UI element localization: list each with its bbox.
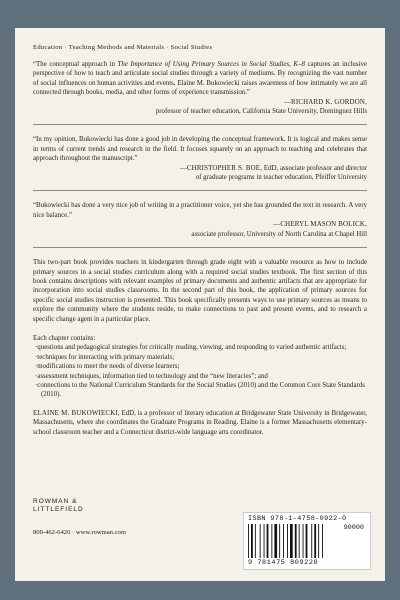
list-item: · questions and pedagogical strategies for critically reading, viewing, and responding to varied authentic artifacts; [33,343,367,352]
endorsement-2-author-title: EdD, associate professor and director [262,164,367,172]
barcode-price-code: 90000 [343,524,364,532]
endorsement-3-author [33,220,367,229]
book-description: This two-part book provides teachers in kindergarten through grade eight with a valuable resource as how to include primary sources in a social studies curriculum along with a required social studies textbook. The first section of this book contains descriptions with relevant examples of primary documents and authentic artifacts that are appropriate for incorporation into social studies classrooms. In the second part of this book, the application of primary sources for specific social studies instruction is presented. This book specifically presents ways to use primary sources as means to explore the community where the students reside, to make connections to past and present events, and to research a specific change agent in a particular place. [33,259,367,323]
endorsement-2-text: “In my opinion, Bukowiecki has done a good job in developing the conceptual framework. It is logical and makes sense in terms of current trends and research in the field. It focuses squarely on an approach to teaching and celebrates that approach throughout the manuscript.” [33,136,367,163]
publisher-logo-line-2: LITTLEFIELD [33,505,84,513]
endorsement-3-text: “Bukowiecki has done a very nice job of writing in a practitioner voice, yet she has grounded the text in research. A very nice balance.” [33,202,367,219]
list-item: · connections to the National Curriculum Standards for the Social Studies (2010) and the Common Core State Standards (2010). [33,381,367,400]
subject-categories: Education · Teaching Methods and Materials · Social Studies [33,44,213,51]
endorsement-2 [33,135,367,182]
author-bio-text: , EdD, is a professor of literary education at Bridgewater State University in Bridgewater, Massachusetts, where she coordinates the Graduate Programs in Reading. Elaine is a former Massachusetts elementary-school classroom teacher and a Connecticut district-wide language arts coordinator. [33,409,367,436]
chapter-list-intro: Each chapter contains: [33,334,96,342]
chapter-contents-list [33,343,367,399]
endorsement-2-author [33,164,367,173]
author-name: ELAINE M. BUKOWIECKI [33,409,118,417]
endorsement-1-text [33,60,367,98]
barcode-icon [248,524,334,558]
divider [33,190,367,191]
endorsement-1-book-title: The Importance of Using Primary Sources in Social Studies, K–8 [117,61,305,68]
isbn-barcode [243,512,371,570]
publisher-block [33,498,173,536]
endorsement-1-text-end: captures an inclusive perspective of how to teach and articulate social studies through a variety of mediums. By recognizing the vast number of social influences on human activities and events, Elaine M. Bukowiecki raises awareness of how intimately we are all connected through books, media, and other forms of experience transmission.” [33,61,367,97]
publisher-contact: 800-462-6420 · www.rowman.com [33,529,126,536]
endorsement-1-author-name: —RICHARD K. GORDON, [283,98,367,106]
endorsement-2-author-name: —CHRISTOPHER S. BOE, [179,164,263,172]
endorsement-3-author-title: associate professor, University of North Carolina at Chapel Hill [191,230,367,238]
list-item: · techniques for interacting with primary materials; [33,353,367,362]
endorsement-1-author-title: professor of teacher education, California State University, Dominguez Hills [155,108,367,116]
publisher-logo-line-1: ROWMAN & [33,498,78,505]
list-item: · modifications to meet the needs of diverse learners; [33,362,367,371]
barcode-digits: 9 781475 809220 [248,559,319,567]
publisher-logo [33,498,173,513]
isbn-number: ISBN 978-1-4758-0922-0 [248,515,347,523]
endorsement-3-author-name: —CHERYL MASON BOLICK, [273,221,367,229]
endorsement-1-author [33,98,367,107]
divider [33,247,367,248]
divider [33,124,367,125]
author-bio [33,409,367,437]
list-item: · assessment techniques, information tied to technology and the “new literacies”; and [33,372,367,381]
endorsement-3 [33,201,367,239]
text-panel [15,28,385,581]
endorsement-1-text-start: “The conceptual approach in [33,61,118,68]
endorsement-2-author-title-line2: of graduate programs in teacher education, Pfeiffer University [195,174,367,182]
endorsement-1 [33,60,367,116]
